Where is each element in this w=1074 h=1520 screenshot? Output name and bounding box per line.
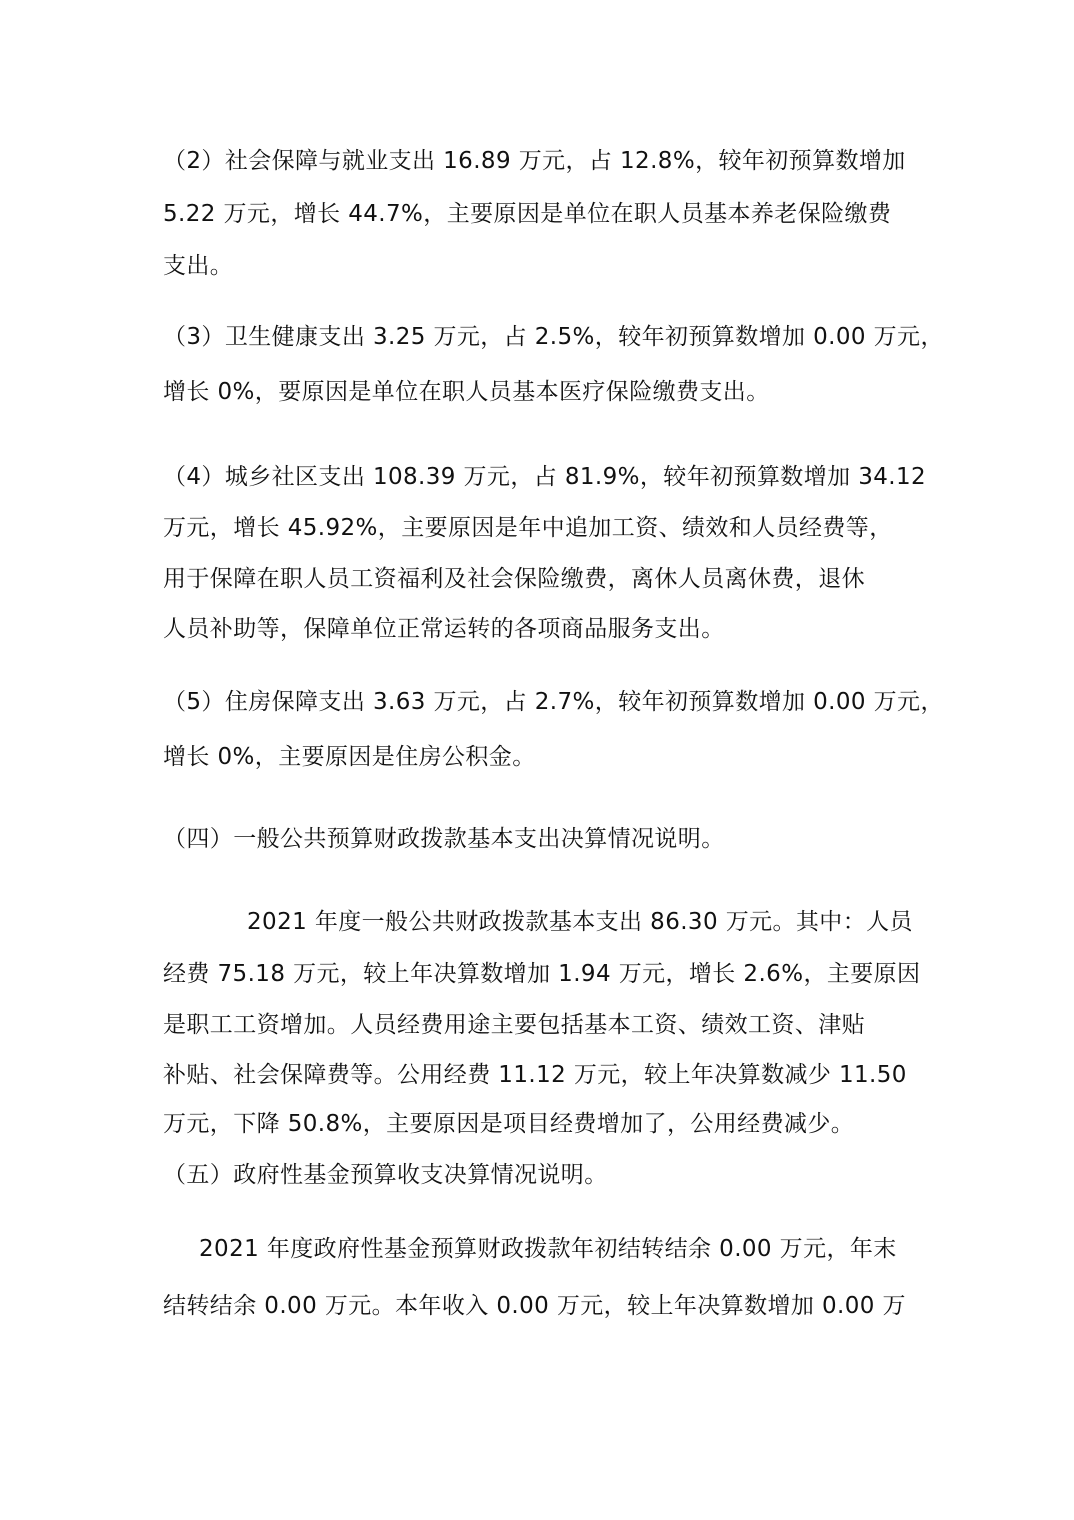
para-basic-expense-line-4: 补贴、社会保障费等。公用经费 11.12 万元，较上年决算数减少 11.50	[163, 1062, 907, 1088]
para-urban-rural-line-1: （4）城乡社区支出 108.39 万元，占 81.9%，较年初预算数增加 34.12	[163, 464, 927, 490]
para-urban-rural-line-2: 万元，增长 45.92%，主要原因是年中追加工资、绩效和人员经费等，	[163, 515, 893, 541]
para-housing-line-2: 增长 0%，主要原因是住房公积金。	[163, 744, 536, 770]
para-urban-rural-line-4: 人员补助等，保障单位正常运转的各项商品服务支出。	[163, 616, 725, 642]
para-gov-fund-line-2: 结转结余 0.00 万元。本年收入 0.00 万元，较上年决算数增加 0.00 万	[163, 1293, 906, 1319]
para-basic-expense-line-1: 2021 年度一般公共财政拨款基本支出 86.30 万元。其中：人员	[247, 909, 913, 935]
para-health-line-1: （3）卫生健康支出 3.25 万元，占 2.5%，较年初预算数增加 0.00 万元，	[163, 324, 944, 350]
section-heading-five: （五）政府性基金预算收支决算情况说明。	[163, 1162, 608, 1188]
para-basic-expense-line-5: 万元，下降 50.8%，主要原因是项目经费增加了，公用经费减少。	[163, 1111, 855, 1137]
para-health-line-2: 增长 0%，要原因是单位在职人员基本医疗保险缴费支出。	[163, 379, 770, 405]
para-basic-expense-line-2: 经费 75.18 万元，较上年决算数增加 1.94 万元，增长 2.6%，主要原因	[163, 961, 921, 987]
para-basic-expense-line-3: 是职工工资增加。人员经费用途主要包括基本工资、绩效工资、津贴	[163, 1012, 865, 1038]
para-gov-fund-line-1: 2021 年度政府性基金预算财政拨款年初结转结余 0.00 万元，年末	[199, 1236, 897, 1262]
para-social-security-line-2: 5.22 万元，增长 44.7%，主要原因是单位在职人员基本养老保险缴费	[163, 201, 892, 227]
section-heading-four: （四）一般公共预算财政拨款基本支出决算情况说明。	[163, 826, 725, 852]
para-social-security-line-1: （2）社会保障与就业支出 16.89 万元，占 12.8%，较年初预算数增加	[163, 148, 906, 174]
para-housing-line-1: （5）住房保障支出 3.63 万元，占 2.7%，较年初预算数增加 0.00 万元，	[163, 689, 944, 715]
para-social-security-line-3: 支出。	[163, 253, 234, 279]
para-urban-rural-line-3: 用于保障在职人员工资福利及社会保险缴费，离休人员离休费，退休	[163, 566, 865, 592]
